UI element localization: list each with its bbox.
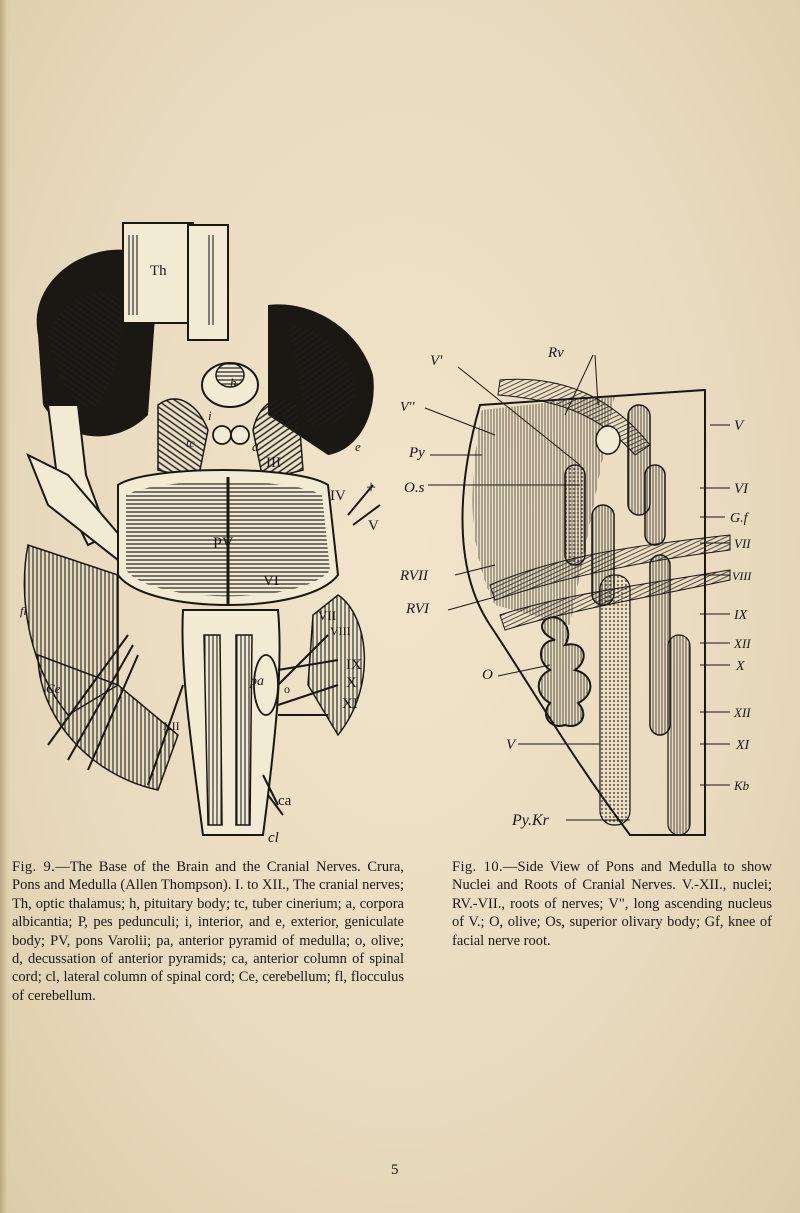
label-right-kb: Kb [734,778,750,793]
label-th: Th [150,263,167,279]
label-v-low: V [506,737,516,753]
label-e: e [355,439,361,454]
figure-9-caption [12,858,404,1005]
label-right-xii-1: XII [734,636,751,651]
figure-9-caption-text: —The Base of the Brain and the Cranial Nerves. Crura, Pons and Medulla (Allen Thompson). I. to XII., The cranial nerves; Th, optic thalamus; h, pituitary body; tc, tuber cinerium; a, corpora albicantia; P, pes pedunculi; i, interior, and e, exterior, geniculate body; PV, pons Varolii; pa, anterior pyramid of medulla; o, olive; d, decussation of anterior pyramids; ca, anterior column of spinal cord; cl, lateral column of spinal cord; Ce, cerebellum; fl, flocculus of cerebellum. [12,859,404,1004]
label-right-vii: VII [734,536,751,551]
label-o: O [482,667,493,683]
label-right-vi: VI [734,481,749,497]
page-number: 5 [391,1162,399,1178]
label-pykr: Py.Kr [512,812,549,829]
label-v: V [368,518,379,534]
label-pv: PV [213,535,234,552]
label-rv-top: Rv [548,345,564,361]
label-o: o [284,682,290,696]
label-py: Py [409,445,425,461]
label-iv: IV [330,488,346,504]
label-rvii: RVII [400,568,429,584]
label-xii: XII [163,719,180,733]
brain-base-engraving [8,215,400,845]
label-right-xi: XI [736,738,750,753]
label-v-dprime: V'' [400,400,415,415]
label-xi: XI [342,696,358,712]
label-pa: pa [250,674,264,689]
figure-10-caption [452,858,772,950]
figure-10-caption-text: —Side View of Pons and Medulla to show Nuclei and Roots of Cranial Nerves. V.-XII., nuclei; RV.-VII., roots of nerves; V", long ascending nucleus of V.; O, olive; Os, superior olivary body; Gf, knee of facial nerve root. [452,859,772,949]
label-right-v: V [734,418,744,434]
pons-medulla-sideview-engraving [400,335,800,845]
label-v-prime: V' [430,353,443,369]
label-rvi: RVI [406,601,430,617]
label-vii: VII [318,608,337,623]
label-viii: VIII [330,624,351,638]
label-os: O.s [404,480,425,496]
figure-10-illustration [400,335,800,845]
label-plus: + [366,477,377,497]
figure-9-caption-head: Fig. 9. [12,859,56,875]
label-fl: fl [20,604,27,618]
label-tc: tc [186,436,195,450]
label-vi: VI [263,573,279,589]
label-gf: G.f [730,511,748,526]
label-ce: Ce [46,681,61,696]
label-i: i [208,408,212,423]
label-ca: ca [278,793,292,809]
label-cl: cl [268,830,279,845]
label-h: h [230,375,237,390]
label-x: X [346,675,357,691]
label-right-x: X [736,659,745,674]
label-right-viii: VIII [732,569,752,583]
label-right-xii-2: XII [734,705,751,720]
label-right-ix: IX [734,608,748,623]
label-ix: IX [346,657,362,673]
label-a: a [252,439,259,454]
label-iii: III [266,455,281,471]
figure-10-caption-head: Fig. 10. [452,859,504,875]
figure-9-illustration [8,215,400,845]
